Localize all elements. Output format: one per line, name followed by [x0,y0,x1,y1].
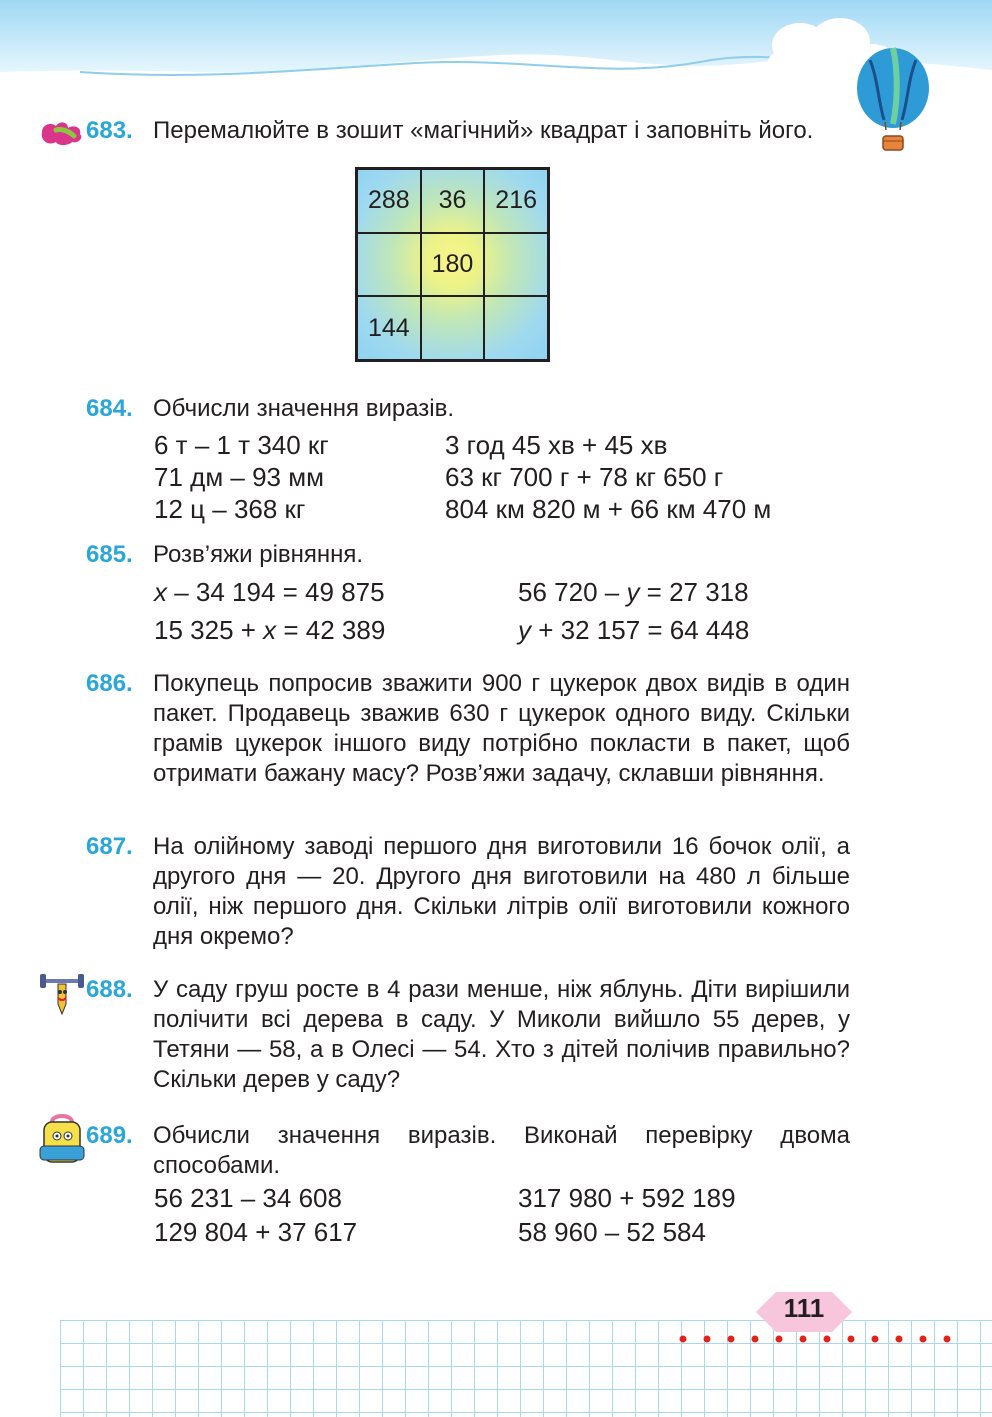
exercise-685-text: Розв’яжи рівняння. [153,541,364,568]
exercise-684-text: Обчисли значення виразів. [153,395,455,422]
magic-square-cell [357,233,421,297]
expression-684-left-1: 6 т – 1 т 340 кг [154,430,329,460]
magic-square-cell [484,233,548,297]
magic-square-cell [484,296,548,360]
exercise-686-text: Покупець попросив зважити 900 г цукерок двох видів в один пакет. Продавець зважив 630 г цукерок одного виду. Скільки грамів цукерок іншого виду потрібно покласти в пакет, щоб отримати бажану масу? Розв’яжи задачу, склавши рівняння. [153,670,850,787]
magic-square-cell [421,296,485,360]
hot-air-balloon-basket-icon [880,130,906,152]
exercise-683-text: Перемалюйте в зошит «магічний» квадрат і заповніть його. [153,117,814,144]
equation-rest: + 32 157 = 64 448 [531,615,750,645]
dumbbell-pencil-icon [38,966,86,1018]
sky-header [0,0,992,130]
exercise-688-text: У саду груш росте в 4 рази менше, ніж яблунь. Діти вирішили полічити всі дерева в саду. У Миколи вийшло 55 дерев, у Тетяни — 58, а в Олесі — 54. Хто з дітей полічив правильно? Скільки дерев у саду? [153,976,850,1093]
expression-689-right-2: 58 960 – 52 584 [518,1217,706,1247]
exercise-687-number: 687. [86,833,133,860]
expression-689-right-1: 317 980 + 592 189 [518,1183,736,1213]
exercise-689-text: Обчисли значення виразів. Виконай перевірку двома способами. [153,1122,850,1179]
exercise-688-number: 688. [86,976,133,1003]
magic-square-cell: 144 [357,296,421,360]
exercise-686-number: 686. [86,670,133,697]
exercise-689-number: 689. [86,1122,133,1149]
magic-square [355,167,550,362]
variable: x [154,577,167,607]
magic-square-cell: 288 [357,169,421,233]
magic-square-cell: 216 [484,169,548,233]
dotted-line [676,1332,966,1346]
variable: y [626,577,640,607]
exercise-683-number: 683. [86,117,133,144]
equation-685-4 [518,614,749,646]
variable: y [518,615,531,645]
expression-689-left-1: 56 231 – 34 608 [154,1183,342,1213]
equation-rest: = 42 389 [276,615,386,645]
equation-685-1 [154,576,385,608]
expression-684-left-2: 71 дм – 93 мм [154,462,324,492]
expression-689-left-2: 129 804 + 37 617 [154,1217,358,1247]
magic-square-cell: 36 [421,169,485,233]
expression-684-right-2: 63 кг 700 г + 78 кг 650 г [445,462,724,492]
variable: x [263,615,277,645]
equation-685-2 [154,614,385,646]
exercise-685-number: 685. [86,541,133,568]
hot-air-balloon-icon [857,48,929,130]
exercise-684-number: 684. [86,395,133,422]
equation-rest: = 27 318 [639,577,749,607]
exercise-687-text: На олійному заводі першого дня виготовили 16 бочок олії, а другого дня — 20. Другого дня виготовили на 480 л більше олії, ніж першого дня. Скільки літрів олії виготовили кожного дня окремо? [153,833,850,950]
magic-square-cell: 180 [421,233,485,297]
equation-rest: – 34 194 = 49 875 [167,577,385,607]
equation-pre: 15 325 + [154,615,264,645]
expression-684-right-3: 804 км 820 м + 66 км 470 м [445,494,772,524]
page-number: 111 [783,1293,825,1323]
equation-pre: 56 720 – [518,577,627,607]
equation-685-3 [518,576,749,608]
expression-684-left-3: 12 ц – 368 кг [154,494,306,524]
puzzle-piece-icon [38,116,86,148]
expression-684-right-1: 3 год 45 хв + 45 хв [445,430,668,460]
backpack-icon [38,1112,86,1164]
